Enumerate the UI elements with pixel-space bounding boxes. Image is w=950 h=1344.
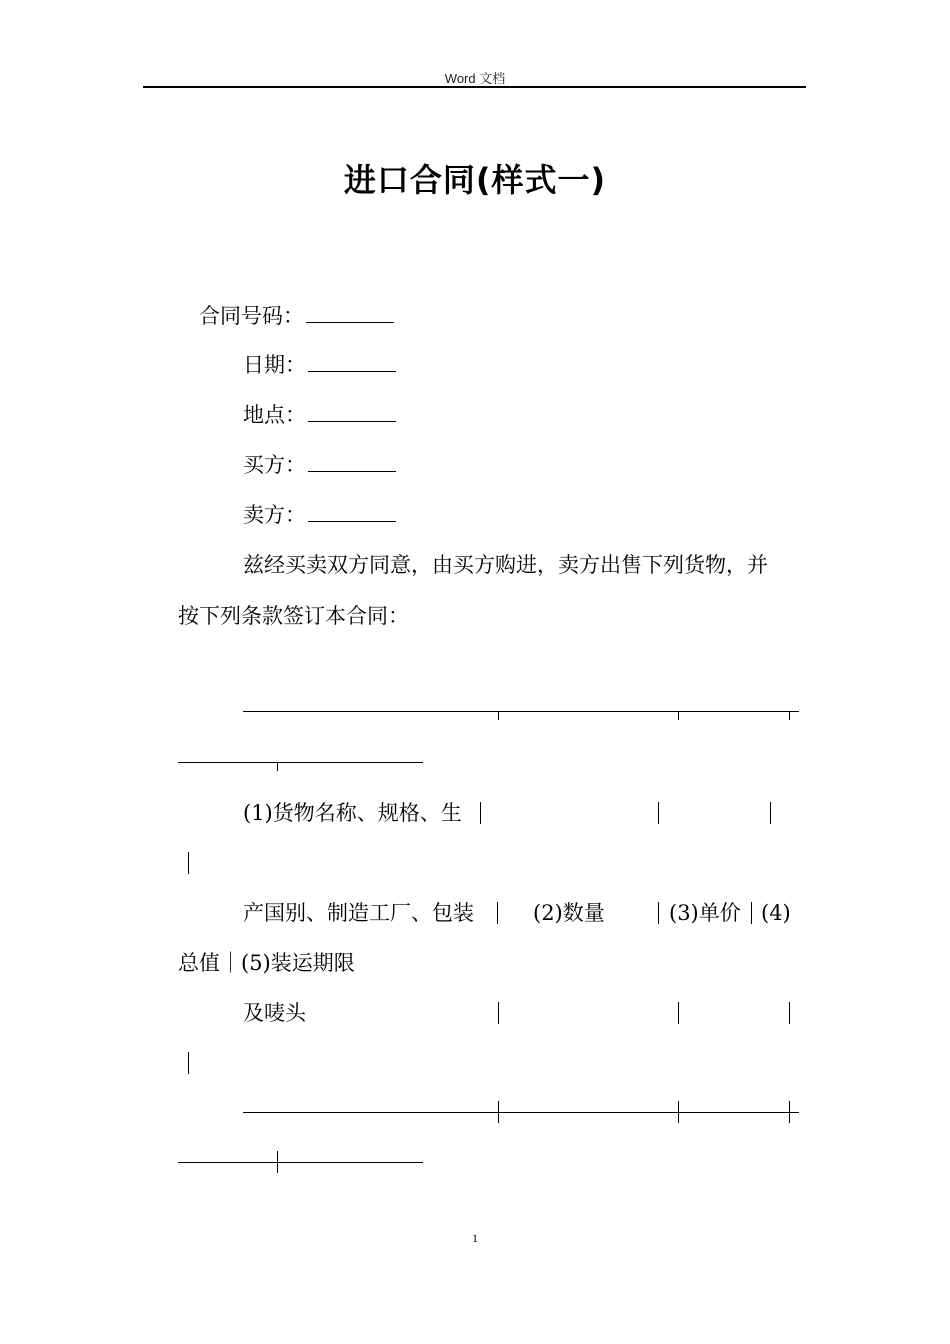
table-row2-text-b: (2)数量 xyxy=(533,901,605,925)
field-location xyxy=(243,402,396,428)
field-label: 日期： xyxy=(243,353,306,377)
table-divider xyxy=(497,902,498,924)
table-divider xyxy=(658,802,659,824)
table-cross xyxy=(277,1151,278,1173)
blank-line xyxy=(306,305,394,323)
field-label: 买方： xyxy=(243,453,306,477)
table-tick xyxy=(789,711,790,720)
table-row3-text: 及唛头 xyxy=(243,1001,306,1025)
page-number: 1 xyxy=(472,1231,478,1245)
table-row2-text-c: (3)单价 xyxy=(669,901,741,925)
intro-line-2: 按下列条款签订本合同： xyxy=(178,604,409,628)
table-tick xyxy=(277,762,278,771)
table-divider xyxy=(751,902,752,924)
field-label: 地点： xyxy=(243,403,306,427)
table-divider xyxy=(770,802,771,824)
blank-line xyxy=(308,404,396,422)
document-title: 进口合同(样式一) xyxy=(343,161,607,199)
table-divider xyxy=(678,1002,679,1024)
table-tick xyxy=(678,711,679,720)
table-divider xyxy=(188,852,189,874)
table-bottom-border-wrap xyxy=(178,1162,423,1163)
blank-line xyxy=(308,504,396,522)
blank-line xyxy=(308,454,396,472)
table-top-border-wrap xyxy=(178,762,423,763)
field-buyer xyxy=(243,452,396,478)
page-header: Word 文档 xyxy=(444,71,506,86)
intro-line-1: 兹经买卖双方同意，由买方购进，卖方出售下列货物，并 xyxy=(243,553,768,577)
table-top-border xyxy=(243,711,799,712)
table-bottom-border xyxy=(243,1112,799,1113)
table-cross xyxy=(498,1101,499,1123)
table-divider xyxy=(188,1052,189,1074)
table-row2-text-d: (4) xyxy=(761,901,791,925)
field-contract-number xyxy=(199,303,394,329)
table-divider xyxy=(789,1002,790,1024)
table-divider xyxy=(658,902,659,924)
blank-line xyxy=(308,354,396,372)
table-tick xyxy=(498,711,499,720)
field-seller xyxy=(243,502,396,528)
table-cross xyxy=(678,1101,679,1123)
field-label: 合同号码： xyxy=(199,304,304,328)
header-rule xyxy=(143,86,806,88)
field-label: 卖方： xyxy=(243,503,306,527)
table-row1-text: (1)货物名称、规格、生 xyxy=(243,801,462,825)
table-row2-line2: 总值｜(5)装运期限 xyxy=(178,951,355,975)
table-cross xyxy=(789,1101,790,1123)
table-row2-text-a: 产国别、制造工厂、包装 xyxy=(243,901,474,925)
table-divider xyxy=(498,1002,499,1024)
field-date xyxy=(243,352,396,378)
table-divider xyxy=(480,802,481,824)
